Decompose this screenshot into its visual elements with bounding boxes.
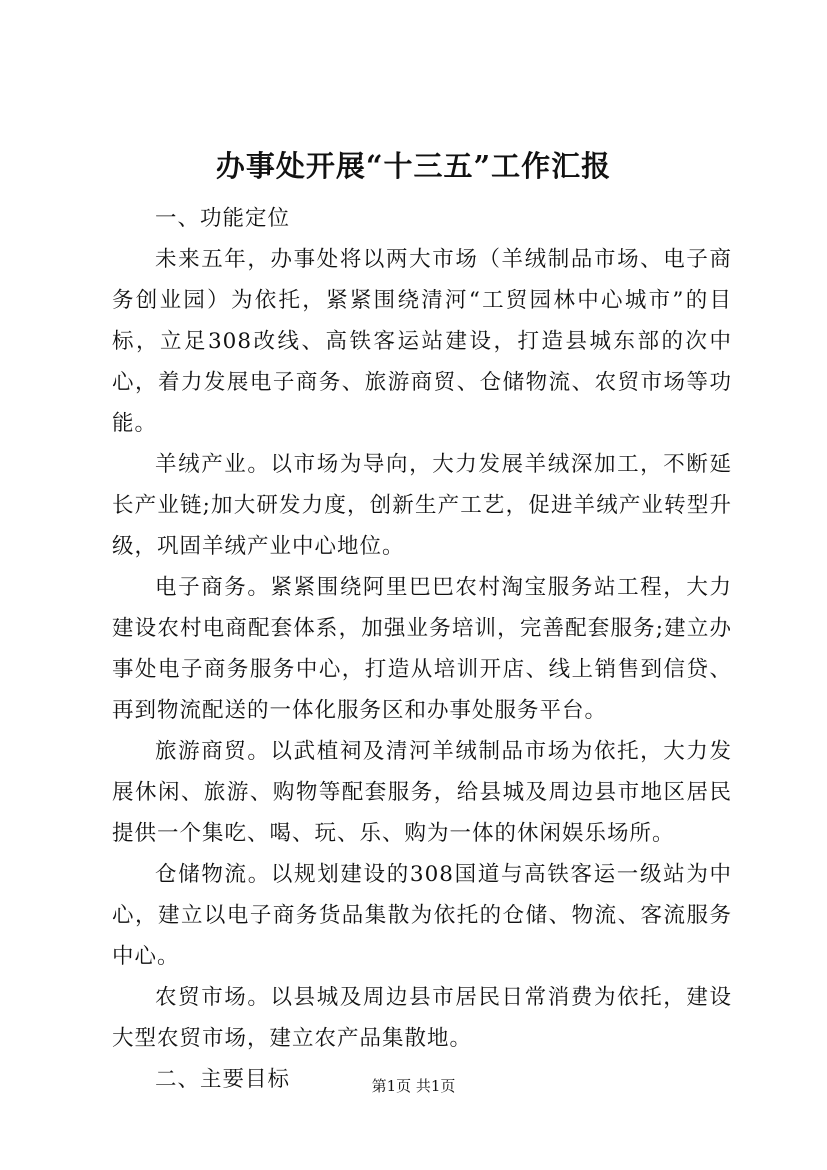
document-title: 办事处开展“十三五”工作汇报 [215,149,612,183]
paragraph-ecommerce: 电子商务。紧紧围绕阿里巴巴农村淘宝服务站工程，大力建设农村电商配套体系，加强业务培训，完善配套服务;建立办事处电子商务服务中心，打造从培训开店、线上销售到信贷、再到物流配送的一体化服务区和办事处服务平台。 [112,575,732,723]
document-body [112,198,732,1100]
paragraph-cashmere: 羊绒产业。以市场为导向，大力发展羊绒深加工，不断延长产业链;加大研发力度，创新生产工艺，促进羊绒产业转型升级，巩固羊绒产业中心地位。 [112,452,732,559]
paragraph-intro: 未来五年，办事处将以两大市场（羊绒制品市场、电子商务创业园）为依托，紧紧围绕清河“工贸园林中心城市”的目标，立足308改线、高铁客运站建设，打造县城东部的次中心，着力发展电子商务、旅游商贸、仓储物流、农贸市场等功能。 [112,247,732,436]
paragraph-market: 农贸市场。以县城及周边县市居民日常消费为依托，建设大型农贸市场，建立农产品集散地。 [112,985,732,1051]
page-footer: 第1页 共1页 [371,1077,456,1095]
paragraph-logistics: 仓储物流。以规划建设的308国道与高铁客运一级站为中心，建立以电子商务货品集散为依托的仓储、物流、客流服务中心。 [112,862,732,969]
section-heading-goals: 二、主要目标 [155,1067,291,1092]
paragraph-tourism: 旅游商贸。以武植祠及清河羊绒制品市场为依托，大力发展休闲、旅游、购物等配套服务，给县城及周边县市地区居民提供一个集吃、喝、玩、乐、购为一体的休闲娱乐场所。 [112,739,732,846]
section-heading-function: 一、功能定位 [155,206,291,231]
